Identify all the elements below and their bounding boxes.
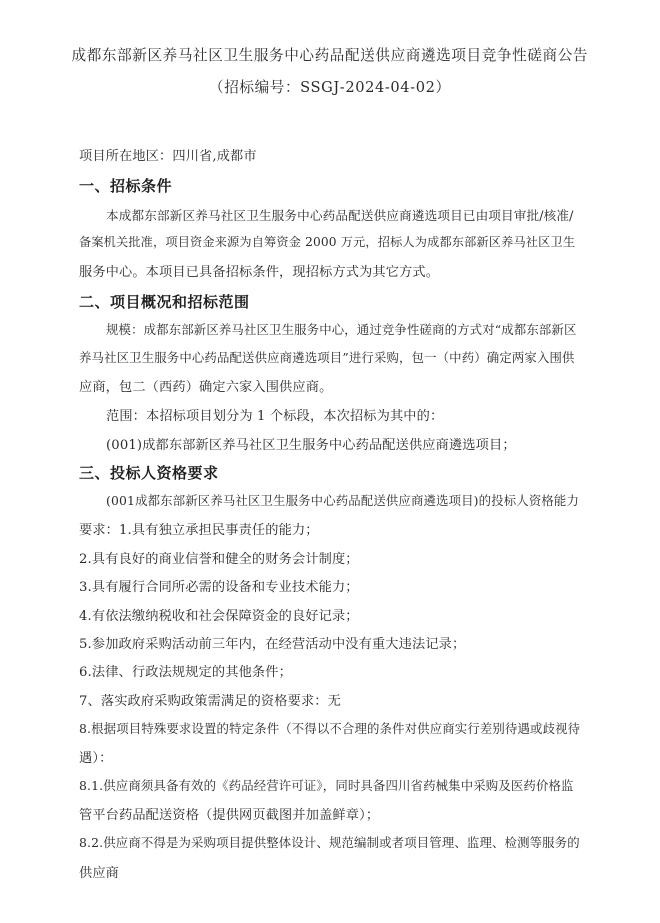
list-item: 3.具有履行合同所必需的设备和专业技术能力； [79, 580, 359, 595]
document-title: 成都东部新区养马社区卫生服务中心药品配送供应商遴选项目竞争性磋商公告 [71, 47, 589, 64]
list-item: 供应商 [79, 866, 120, 881]
paragraph-line: 本成都东部新区养马社区卫生服务中心药品配送供应商遴选项目已由项目审批/核准/ [106, 208, 574, 223]
section-heading-bidding-conditions: 一、招标条件 [79, 177, 173, 195]
paragraph-line: 范围：本招标项目划分为 1 个标段，本次招标为其中的： [106, 409, 444, 424]
list-item: 5.参加政府采购活动前三年内，在经营活动中没有重大违法记录； [79, 637, 466, 652]
project-region: 项目所在地区：四川省,成都市 [79, 149, 257, 164]
list-item: 7、落实政府采购政策需满足的资格要求：无 [79, 694, 341, 709]
paragraph-line: (001成都东部新区养马社区卫生服务中心药品配送供应商遴选项目)的投标人资格能力 [106, 493, 579, 508]
tender-number: （招标编号：SSGJ-2024-04-02） [209, 79, 451, 96]
list-item: 管平台药品配送资格（提供网页截图并加盖鲜章）； [79, 808, 380, 823]
list-item: 遇）： [79, 751, 113, 766]
list-item: 6.法律、行政法规规定的其他条件； [79, 665, 292, 680]
paragraph-line: 服务中心。本项目已具备招标条件，现招标方式为其它方式。 [79, 265, 440, 280]
paragraph-line: (001)成都东部新区养马社区卫生服务中心药品配送供应商遴选项目； [106, 438, 516, 453]
list-item: 要求：1.具有独立承担民事责任的能力； [79, 523, 319, 538]
list-item: 8.2.供应商不得是为采购项目提供整体设计、规范编制或者项目管理、监理、检测等服务的 [79, 835, 580, 850]
paragraph-line: 规模：成都东部新区养马社区卫生服务中心，通过竞争性磋商的方式对“成都东部新区 [106, 322, 577, 337]
section-heading-project-overview: 二、项目概况和招标范围 [79, 293, 250, 311]
list-item: 8.根据项目特殊要求设置的特定条件（不得以不合理的条件对供应商实行差别待遇或歧视待 [79, 721, 581, 736]
paragraph-line: 应商，包二（西药）确定六家入围供应商。 [79, 380, 333, 395]
list-item: 8.1.供应商须具备有效的《药品经营许可证》，同时具备四川省药械集中采购及医药价格监 [79, 778, 574, 793]
list-item: 4.有依法缴纳税收和社会保障资金的良好记录； [79, 609, 359, 624]
section-heading-qualifications: 三、投标人资格要求 [79, 464, 219, 482]
list-item: 2.具有良好的商业信誉和健全的财务会计制度； [79, 552, 359, 567]
paragraph-line: 备案机关批准，项目资金来源为自筹资金 2000 万元，招标人为成都东部新区养马社区卫生 [79, 235, 576, 249]
paragraph-line: 养马社区卫生服务中心药品配送供应商遴选项目”进行采购，包一（中药）确定两家入围供 [79, 350, 575, 365]
